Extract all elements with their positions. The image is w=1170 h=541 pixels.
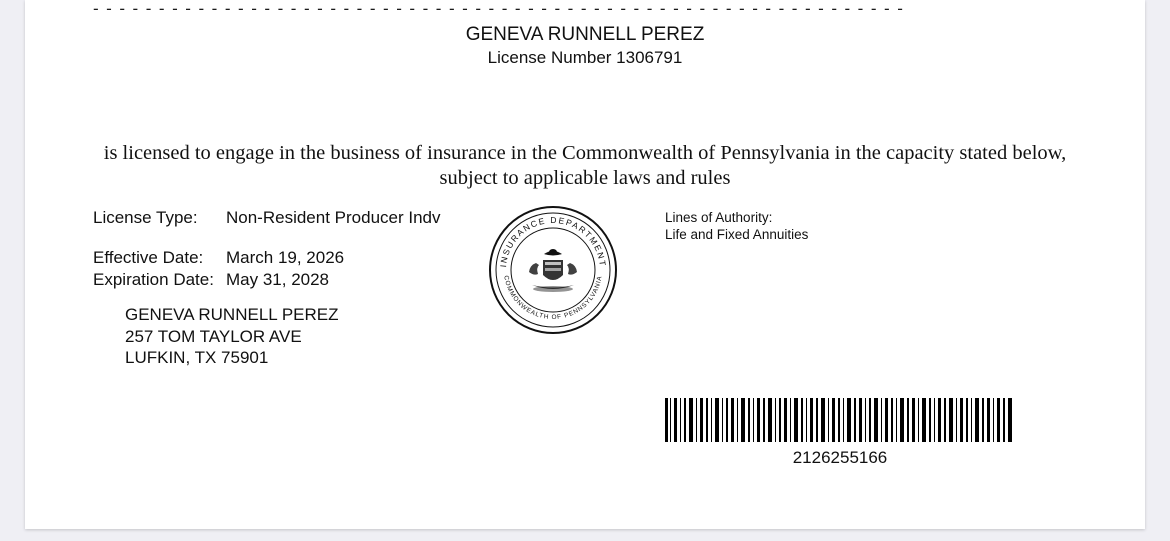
- lines-of-authority: [665, 209, 808, 243]
- license-holder-name: GENEVA RUNNELL PEREZ: [465, 24, 705, 45]
- svg-text:INSURANCE DEPARTMENT: INSURANCE DEPARTMENT: [498, 214, 608, 268]
- svg-text:COMMONWEALTH OF PENNSYLVANIA: COMMONWEALTH OF PENNSYLVANIA: [502, 275, 604, 322]
- expiration-date-value: May 31, 2028: [226, 270, 330, 289]
- barcode-number: 2126255166: [792, 448, 888, 467]
- address-line-2: 257 TOM TAYLOR AVE: [125, 326, 302, 346]
- license-type-label: License Type:: [93, 208, 198, 227]
- license-type-row: [93, 208, 441, 230]
- dashed-separator: - - - - - - - - - - - - - - - - - - - - - - - - - - - - - - - - - - - - - - - - - - - - - - - - - - - - - - - - - - - - - -: [93, 2, 905, 16]
- license-dates: [93, 248, 344, 292]
- effective-date-value: March 19, 2026: [226, 248, 345, 267]
- expiration-date-label: Expiration Date:: [93, 270, 214, 289]
- lines-of-authority-value: Life and Fixed Annuities: [665, 227, 809, 242]
- effective-date-label: Effective Date:: [93, 248, 204, 267]
- licensee-address: [125, 304, 339, 369]
- lines-of-authority-label: Lines of Authority:: [665, 210, 773, 225]
- license-number: License Number 1306791: [487, 48, 683, 67]
- address-line-3: LUFKIN, TX 75901: [125, 348, 269, 367]
- address-line-1: GENEVA RUNNELL PEREZ: [125, 305, 339, 324]
- license-type-value: Non-Resident Producer Indv: [226, 208, 441, 227]
- license-statement: is licensed to engage in the business of insurance in the Commonwealth of Pennsylvania in the capacity stated below, subject to applicable laws and rules: [103, 142, 1067, 189]
- pennsylvania-insurance-department-seal-icon: [488, 205, 618, 335]
- barcode-image: [665, 398, 1015, 442]
- license-document-page: [25, 0, 1145, 529]
